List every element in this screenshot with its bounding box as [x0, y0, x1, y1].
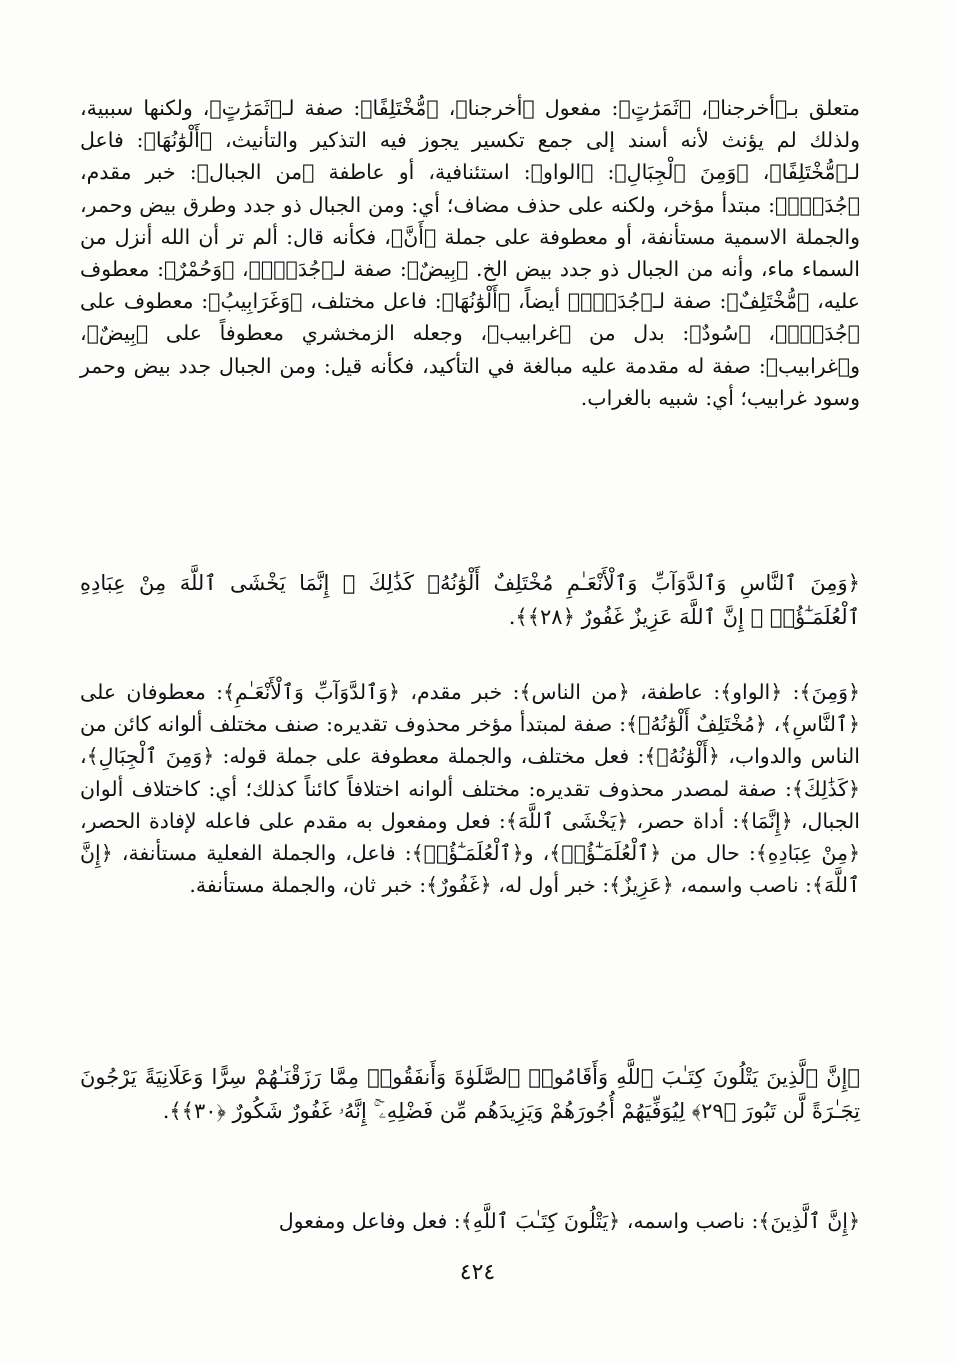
page-number: ٤٢٤ [459, 1260, 496, 1285]
verse-text: ﴿إِنَّ ٱلَّذِينَ يَتْلُونَ كِتَـٰبَ ٱللَّهِ وَأَقَامُوا۟ ٱلصَّلَوٰةَ وَأَنفَقُوا۟ مِمَّا رَزَقْنَـٰهُمْ سِرًّا وَعَلَانِيَةً يَرْجُونَ تِجَـٰرَةً لَّن تَبُورَ ﴿٢٩﴾ لِيُوَفِّيَهُمْ أُجُورَهُمْ وَيَزِيدَهُم مِّن فَضْلِهِۦٓ ۚ إِنَّهُۥ غَفُورٌ شَكُورٌ ﴿٣٠﴾﴾. [80, 1065, 860, 1123]
paragraph-grammar-analysis-2 [80, 676, 860, 901]
paragraph-text: ﴿إِنَّ ٱلَّذِينَ﴾: ناصب واسمه، ﴿يَتْلُونَ كِتَـٰبَ ٱللَّهِ﴾: فعل وفاعل ومفعول [278, 1209, 860, 1233]
paragraph-text: متعلق بـ﴿أخرجنا﴾، ﴿ثَمَرَٰتٍ﴾: مفعول ﴿أخرجنا﴾، ﴿مُّخْتَلِفًا﴾: صفة لـ﴿ثَمَرَٰتٍ﴾، ولكنها سببية، ولذلك لم يؤنث لأنه أسند إلى جمع تكسير يجوز فيه التذكير والتأنيث، ﴿أَلْوَٰنُهَا﴾: فاعل لـ﴿مُّخْتَلِفًا﴾، ﴿وَمِنَ ٱلْجِبَالِ﴾: ﴿الواو﴾: استئنافية، أو عاطفة ﴿من الجبال﴾: خبر مقدم، ﴿جُدَدٌۢ﴾: مبتدأ مؤخر، ولكنه على حذف مضاف؛ أي: ومن الجبال ذو جدد وطرق بيض وحمر، والجملة الاسمية مستأنفة، أو معطوفة على جملة ﴿أَنَّ﴾، فكأنه قال: ألم تر أن الله أنزل من السماء ماء، وأنه من الجبال ذو جدد بيض الخ. ﴿بِيضٌ﴾: صفة لـ﴿جُدَدٌۢ﴾، ﴿وَحُمْرٌ﴾: معطوف عليه، ﴿مُّخْتَلِفٌ﴾: صفة لـ﴿جُدَدٌۢ﴾ أيضاً، ﴿أَلْوَٰنُهَا﴾: فاعل مختلف، ﴿وَغَرَابِيبُ﴾: معطوف على ﴿جُدَدٌۢ﴾، ﴿سُودٌ﴾: بدل من ﴿غرابيب﴾، وجعله الزمخشري معطوفاً على ﴿بِيضٌ﴾، و﴿غرابيب﴾: صفة له مقدمة عليه مبالغة في التأكيد، فكأنه قيل: ومن الجبال جدد بيض وحمر وسود غرابيب؛ أي: شبيه بالغراب. [80, 96, 860, 410]
quran-verses-29-30 [80, 1060, 860, 1128]
quran-verse-28 [80, 566, 860, 634]
paragraph-grammar-analysis-1 [80, 92, 860, 414]
paragraph-grammar-analysis-3 [80, 1205, 860, 1237]
paragraph-text: ﴿وَمِنَ﴾: ﴿الواو﴾: عاطفة، ﴿من الناس﴾: خبر مقدم، ﴿وَٱلدَّوَآبِّ وَٱلْأَنْعَـٰمِ﴾: معطوفان على ﴿ٱلنَّاسِ﴾، ﴿مُخْتَلِفٌ أَلْوَٰنُهُۥ﴾: صفة لمبتدأ مؤخر محذوف تقديره: صنف مختلف ألوانه كائن من الناس والدواب، ﴿أَلْوَٰنُهُۥ﴾: فعل مختلف، والجملة معطوفة على جملة قوله: ﴿وَمِنَ ٱلْجِبَالِ﴾، ﴿كَذَٰلِكَ﴾: صفة لمصدر محذوف تقديره: مختلف ألوانه اختلافاً كائناً كذلك؛ أي: كاختلاف ألوان الجبال، ﴿إِنَّمَا﴾: أداة حصر، ﴿يَخْشَى ٱللَّهَ﴾: فعل ومفعول به مقدم على فاعله لإفادة الحصر، ﴿مِنْ عِبَادِهِ﴾: حال من ﴿ٱلْعُلَمَـٰٓؤُا۟﴾، و﴿ٱلْعُلَمَـٰٓؤُا۟﴾: فاعل، والجملة الفعلية مستأنفة، ﴿إِنَّ ٱللَّهَ﴾: ناصب واسمه، ﴿عَزِيزٌ﴾: خبر أول له، ﴿غَفُورٌ﴾: خبر ثان، والجملة مستأنفة. [80, 680, 860, 898]
verse-text: ﴿وَمِنَ ٱلنَّاسِ وَٱلدَّوَآبِّ وَٱلْأَنْعَـٰمِ مُخْتَلِفٌ أَلْوَٰنُهُۥ كَذَٰلِكَ ۗ إِنَّمَا يَخْشَى ٱللَّهَ مِنْ عِبَادِهِ ٱلْعُلَمَـٰٓؤُا۟ ۗ إِنَّ ٱللَّهَ عَزِيزٌ غَفُورٌ ﴿٢٨﴾﴾. [80, 571, 860, 629]
